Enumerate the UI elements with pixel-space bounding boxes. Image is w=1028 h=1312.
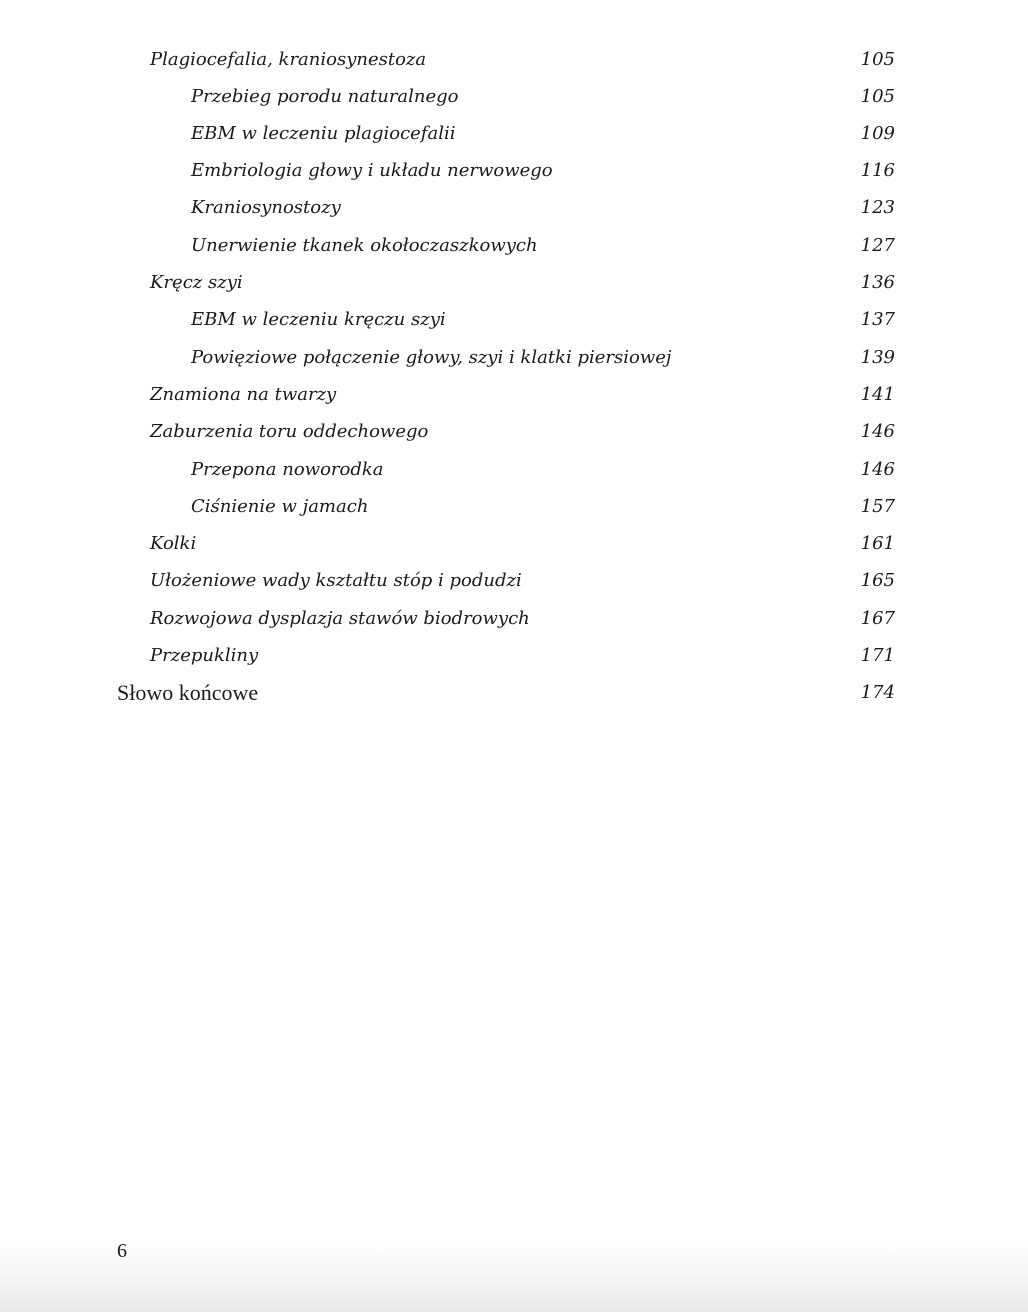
toc-entry-page: 105 xyxy=(860,86,895,107)
toc-entry-page: 105 xyxy=(860,49,895,70)
toc-entry-page: 137 xyxy=(860,309,895,330)
toc-entry-page: 146 xyxy=(860,459,895,480)
toc-entry-title: Unerwienie tkanek okołoczaszkowych xyxy=(191,235,538,256)
toc-entry-title: Plagiocefalia, kraniosynestoza xyxy=(150,49,427,70)
toc-entry-page: 123 xyxy=(860,197,895,218)
toc-entry-page: 174 xyxy=(860,682,895,703)
toc-entry[interactable] xyxy=(0,160,1028,190)
toc-entry-page: 109 xyxy=(860,123,895,144)
toc-entry[interactable] xyxy=(0,645,1028,675)
toc-entry[interactable] xyxy=(0,272,1028,302)
toc-entry-page: 139 xyxy=(860,347,895,368)
toc-entry-title: Embriologia głowy i układu nerwowego xyxy=(191,160,553,181)
toc-entry-page: 161 xyxy=(860,533,895,554)
toc-entry-page: 165 xyxy=(860,570,895,591)
toc-entry-page: 167 xyxy=(860,608,895,629)
toc-entry-page: 116 xyxy=(860,160,895,181)
toc-entry-title: EBM w leczeniu plagiocefalii xyxy=(191,123,456,144)
toc-entry-title: EBM w leczeniu kręczu szyi xyxy=(191,309,446,330)
toc-entry[interactable] xyxy=(0,608,1028,638)
toc-entry-title: Ułożeniowe wady kształtu stóp i podudzi xyxy=(150,570,522,591)
toc-entry-page: 127 xyxy=(860,235,895,256)
toc-entry-title: Ciśnienie w jamach xyxy=(191,496,369,517)
toc-entry[interactable] xyxy=(0,533,1028,563)
toc-entry-title: Przebieg porodu naturalnego xyxy=(191,86,459,107)
toc-entry-page: 171 xyxy=(860,645,895,666)
toc-entry[interactable] xyxy=(0,682,1028,712)
toc-entry[interactable] xyxy=(0,459,1028,489)
toc-entry-title: Przepukliny xyxy=(150,645,259,666)
toc-entry-title: Przepona noworodka xyxy=(191,459,384,480)
toc-entry[interactable] xyxy=(0,309,1028,339)
toc-entry-page: 136 xyxy=(860,272,895,293)
toc-entry[interactable] xyxy=(0,235,1028,265)
toc-entry-page: 141 xyxy=(860,384,895,405)
toc-entry-title: Kraniosynostozy xyxy=(191,197,341,218)
page-number: 6 xyxy=(117,1240,127,1262)
toc-entry-page: 157 xyxy=(860,496,895,517)
toc-entry-title: Słowo końcowe xyxy=(117,680,259,705)
toc-entry-title: Kręcz szyi xyxy=(150,272,243,293)
toc-entry[interactable] xyxy=(0,86,1028,116)
toc-entry[interactable] xyxy=(0,384,1028,414)
toc-entry-page: 146 xyxy=(860,421,895,442)
toc-entry-title: Kolki xyxy=(150,533,197,554)
toc-entry-title: Rozwojowa dysplazja stawów biodrowych xyxy=(150,608,530,629)
toc-entry-title: Znamiona na twarzy xyxy=(150,384,337,405)
toc-entry[interactable] xyxy=(0,496,1028,526)
toc-entry-title: Zaburzenia toru oddechowego xyxy=(150,421,429,442)
toc-entry[interactable] xyxy=(0,123,1028,153)
toc-entry[interactable] xyxy=(0,570,1028,600)
toc-entry-title: Powięziowe połączenie głowy, szyi i klatki piersiowej xyxy=(191,347,672,368)
toc-entry[interactable] xyxy=(0,197,1028,227)
toc-entry[interactable] xyxy=(0,347,1028,377)
toc-entry[interactable] xyxy=(0,421,1028,451)
toc-entry[interactable] xyxy=(0,49,1028,79)
